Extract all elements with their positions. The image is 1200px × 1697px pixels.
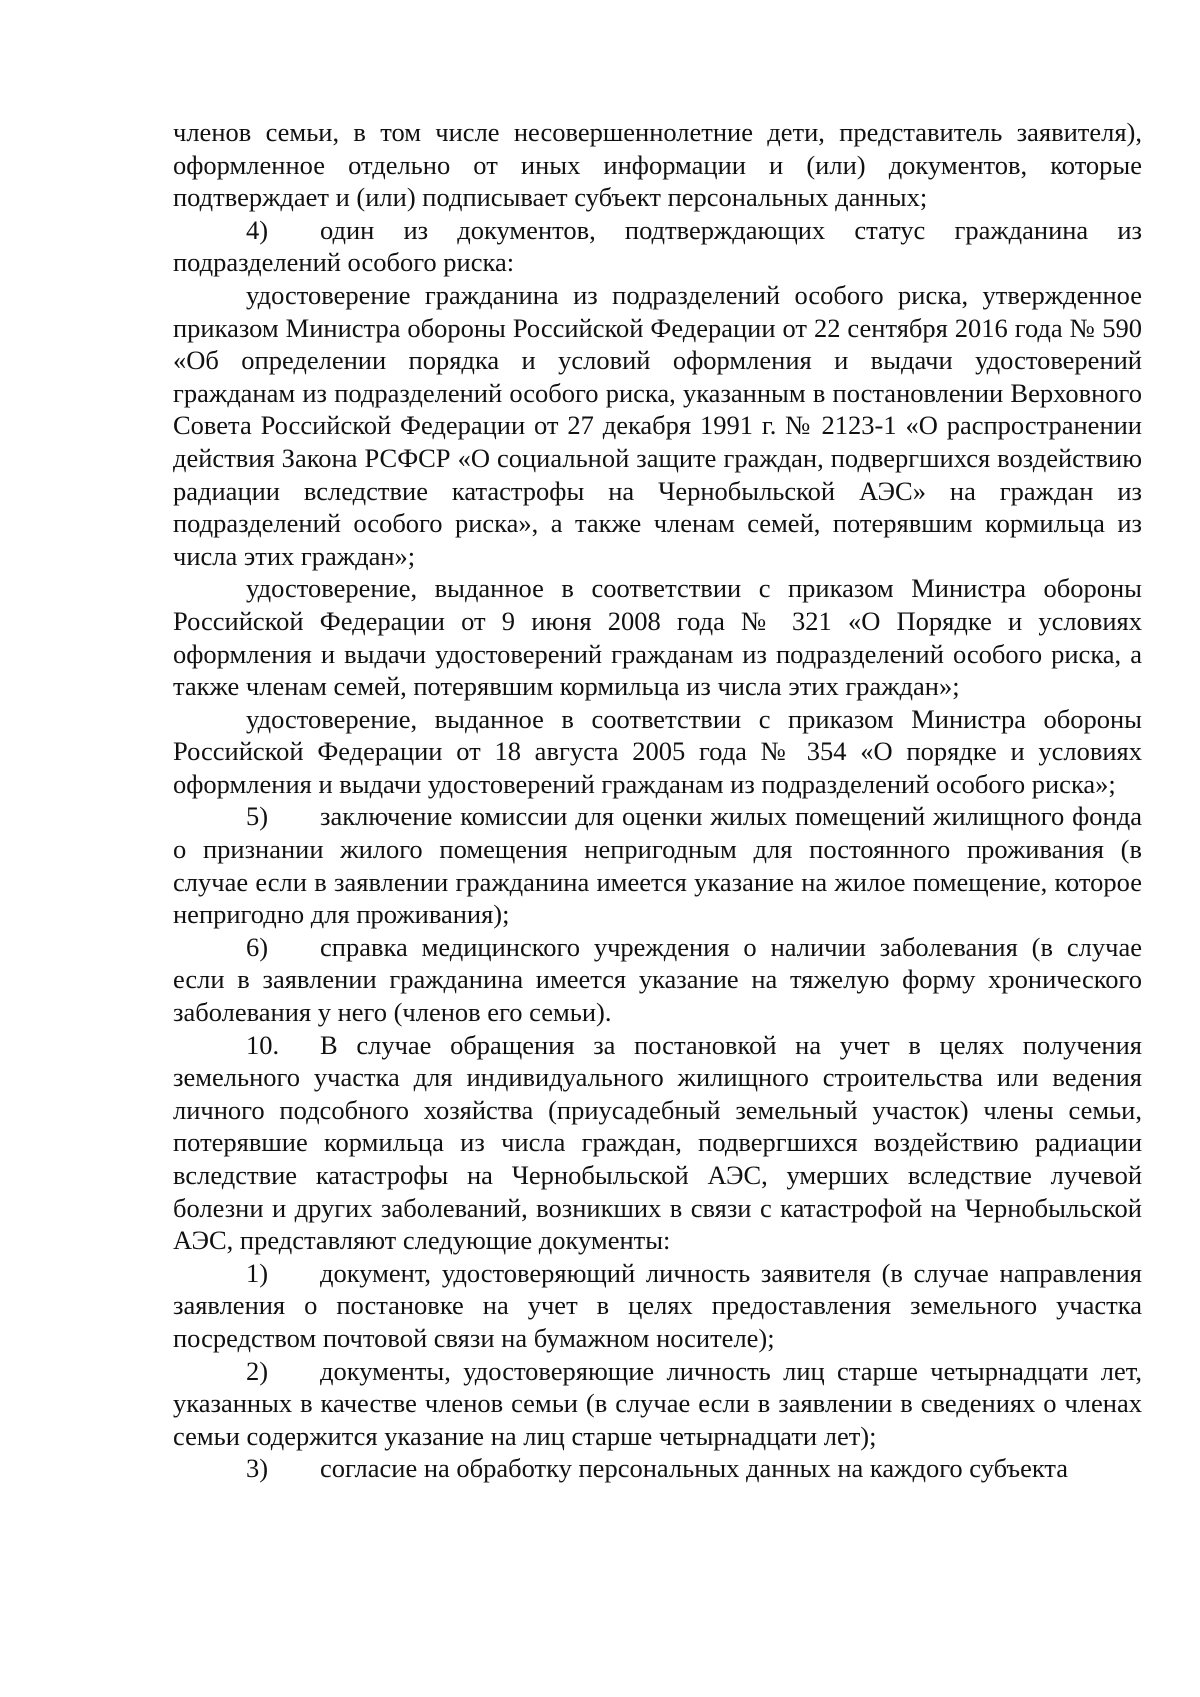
paragraph-certificate-2005 <box>173 703 1142 801</box>
document-body <box>173 116 1142 1485</box>
list-item-4 <box>173 214 1142 279</box>
paragraph-text: удостоверение гражданина из подразделений особого риска, утвержденное приказом Министра обороны Российской Федерации от 22 сентября 2016 года № 590 «Об определении порядка и условий оформления и выдачи удостоверений гражданам из подразделений особого риска, указанным в постановлении Верховного Совета Российской Федерации от 27 декабря 1991 г. № 2123-1 «О распространении действия Закона РСФСР «О социальной защите граждан, подвергшихся воздействию радиации вследствие катастрофы на Чернобыльской АЭС» на граждан из подразделений особого риска», а также членам семей, потерявшим кормильца из числа этих граждан»; <box>173 279 1142 571</box>
list-item-1 <box>173 1257 1142 1355</box>
section-10 <box>173 1029 1142 1257</box>
list-number: 5) <box>246 801 269 832</box>
section-number: 10. <box>246 1029 280 1060</box>
paragraph-text: удостоверение, выданное в соответствии с приказом Министра обороны Российской Федерации от 18 августа 2005 года № 354 «О порядке и условиях оформления и выдачи удостоверений гражданам из подразделений особого риска»; <box>173 703 1142 799</box>
paragraph-text: заключение комиссии для оценки жилых помещений жилищного фонда о признании жилого помещения непригодным для постоянного проживания (в случае если в заявлении гражданина имеется указание на жилое помещение, которое непригодно для проживания); <box>173 801 1142 930</box>
list-number: 1) <box>246 1257 269 1288</box>
paragraph-certificate-2016 <box>173 279 1142 572</box>
list-number: 6) <box>246 931 269 962</box>
paragraph-certificate-2008 <box>173 572 1142 702</box>
paragraph-continuation <box>173 116 1142 214</box>
paragraph-text: один из документов, подтверждающих статус гражданина из подразделений особого риска: <box>173 214 1142 278</box>
list-number: 3) <box>246 1453 269 1484</box>
list-number: 4) <box>246 214 269 245</box>
paragraph-text: удостоверение, выданное в соответствии с приказом Министра обороны Российской Федерации от 9 июня 2008 года № 321 «О Порядке и условиях оформления и выдачи удостоверений гражданам из подразделений особого риска, а также членам семей, потерявшим кормильца из числа этих граждан»; <box>173 573 1142 702</box>
list-number: 2) <box>246 1355 269 1386</box>
list-item-2 <box>173 1355 1142 1453</box>
paragraph-text: справка медицинского учреждения о наличии заболевания (в случае если в заявлении гражданина имеется указание на тяжелую форму хронического заболевания у него (членов его семьи). <box>173 931 1142 1028</box>
list-item-6 <box>173 931 1142 1029</box>
list-item-3 <box>173 1452 1142 1485</box>
paragraph-text: членов семьи, в том числе несовершеннолетние дети, представитель заявителя), оформленное отдельно от иных информации и (или) документов, которые подтверждает и (или) подписывает субъект персональных данных; <box>173 117 1142 213</box>
list-item-5 <box>173 800 1142 930</box>
paragraph-text: В случае обращения за постановкой на учет в целях получения земельного участка для индивидуального жилищного строительства или ведения личного подсобного хозяйства (приусадебный земельный участок) члены семьи, потерявшие кормильца из числа граждан, подвергшихся воздействию радиации вследствие катастрофы на Чернобыльской АЭС, умерших вследствие лучевой болезни и других заболеваний, возникших в связи с катастрофой на Чернобыльской АЭС, представляют следующие документы: <box>173 1029 1142 1256</box>
paragraph-text: документ, удостоверяющий личность заявителя (в случае направления заявления о постановке на учет в целях предоставления земельного участка посредством почтовой связи на бумажном носителе); <box>173 1257 1142 1353</box>
paragraph-text: согласие на обработку персональных данных на каждого субъекта <box>320 1453 1069 1484</box>
paragraph-text: документы, удостоверяющие личность лиц старше четырнадцати лет, указанных в качестве членов семьи (в случае если в заявлении в сведениях о членах семьи содержится указание на лиц старше четырнадцати лет); <box>173 1355 1142 1451</box>
